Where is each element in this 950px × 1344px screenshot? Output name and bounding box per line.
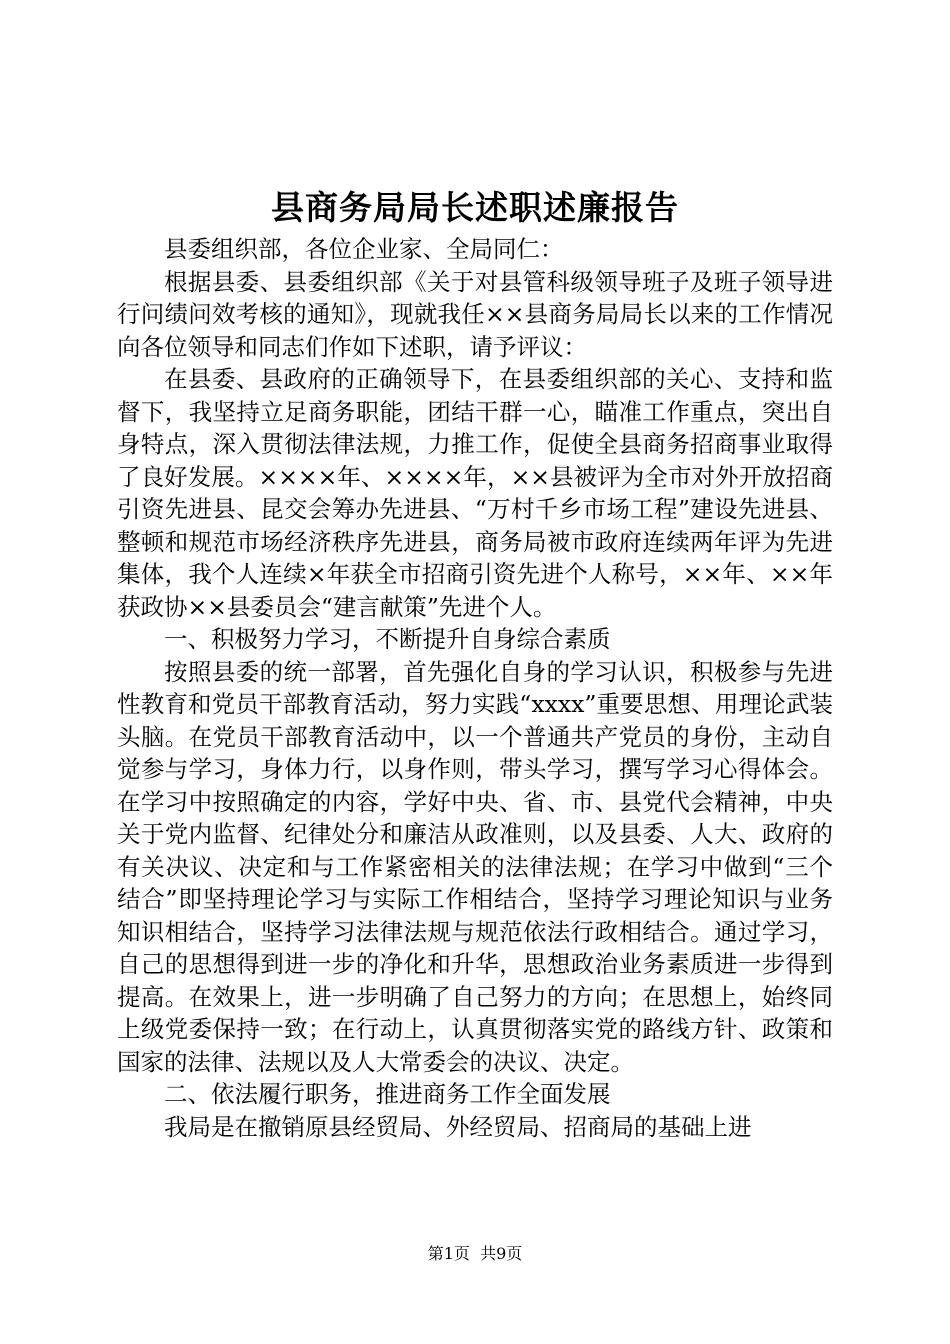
section-heading-2: 二、依法履行职务，推进商务工作全面发展 xyxy=(164,1080,611,1108)
document-body xyxy=(117,233,833,1143)
paragraph-duties: 我局是在撤销原县经贸局、外经贸局、招商局的基础上进 xyxy=(164,1112,752,1141)
page-number: 第1页 xyxy=(427,1244,470,1263)
page-total: 共9页 xyxy=(480,1244,523,1263)
paragraph-summary: 在县委、县政府的正确领导下，在县委组织部的关心、支持和监督下，我坚持立足商务职能，团结干群一心，瞄准工作重点，突出自身特点，深入贯彻法律法规，力推工作，促使全县商务招商事业取得了良好发展。××××年、××××年，××县被评为全市对外开放招商引资先进县、昆交会筹办先进县、“万村千乡市场工程”建设先进县、整顿和规范市场经济秩序先进县，商务局被市政府连续两年评为先进集体，我个人连续×年获全市招商引资先进个人称号，××年、××年获政协××县委员会“建言献策”先进个人。 xyxy=(117,365,833,621)
paragraph-intro: 根据县委、县委组织部《关于对县管科级领导班子及班子领导进行问绩问效考核的通知》，现就我任××县商务局局长以来的工作情况向各位领导和同志们作如下述职，请予评议： xyxy=(117,267,833,361)
page-footer xyxy=(0,1243,950,1265)
document-title: 县商务局局长述职述廉报告 xyxy=(271,188,679,227)
paragraph-study: 按照县委的统一部署，首先强化自身的学习认识，积极参与先进性教育和党员干部教育活动，努力实践“xxxx”重要思想、用理论武装头脑。在党员干部教育活动中，以一个普通共产党员的身份，主动自觉参与学习，身体力行，以身作则，带头学习，撰写学习心得体会。在学习中按照确定的内容，学好中央、省、市、县党代会精神，中央关于党内监督、纪律处分和廉洁从政准则，以及县委、人大、政府的有关决议、决定和与工作紧密相关的法律法规；在学习中做到“三个结合”即坚持理论学习与实际工作相结合，坚持学习理论知识与业务知识相结合，坚持学习法律法规与规范依法行政相结合。通过学习，自己的思想得到进一步的净化和升华，思想政治业务素质进一步得到提高。在效果上，进一步明确了自己努力的方向；在思想上，始终同上级党委保持一致；在行动上，认真贯彻落实党的路线方针、政策和国家的法律、法规以及人大常委会的决议、决定。 xyxy=(117,657,833,1076)
section-heading-1: 一、积极努力学习，不断提升自身综合素质 xyxy=(164,625,611,653)
paragraph-salutation: 县委组织部，各位企业家、全局同仁： xyxy=(164,235,564,263)
